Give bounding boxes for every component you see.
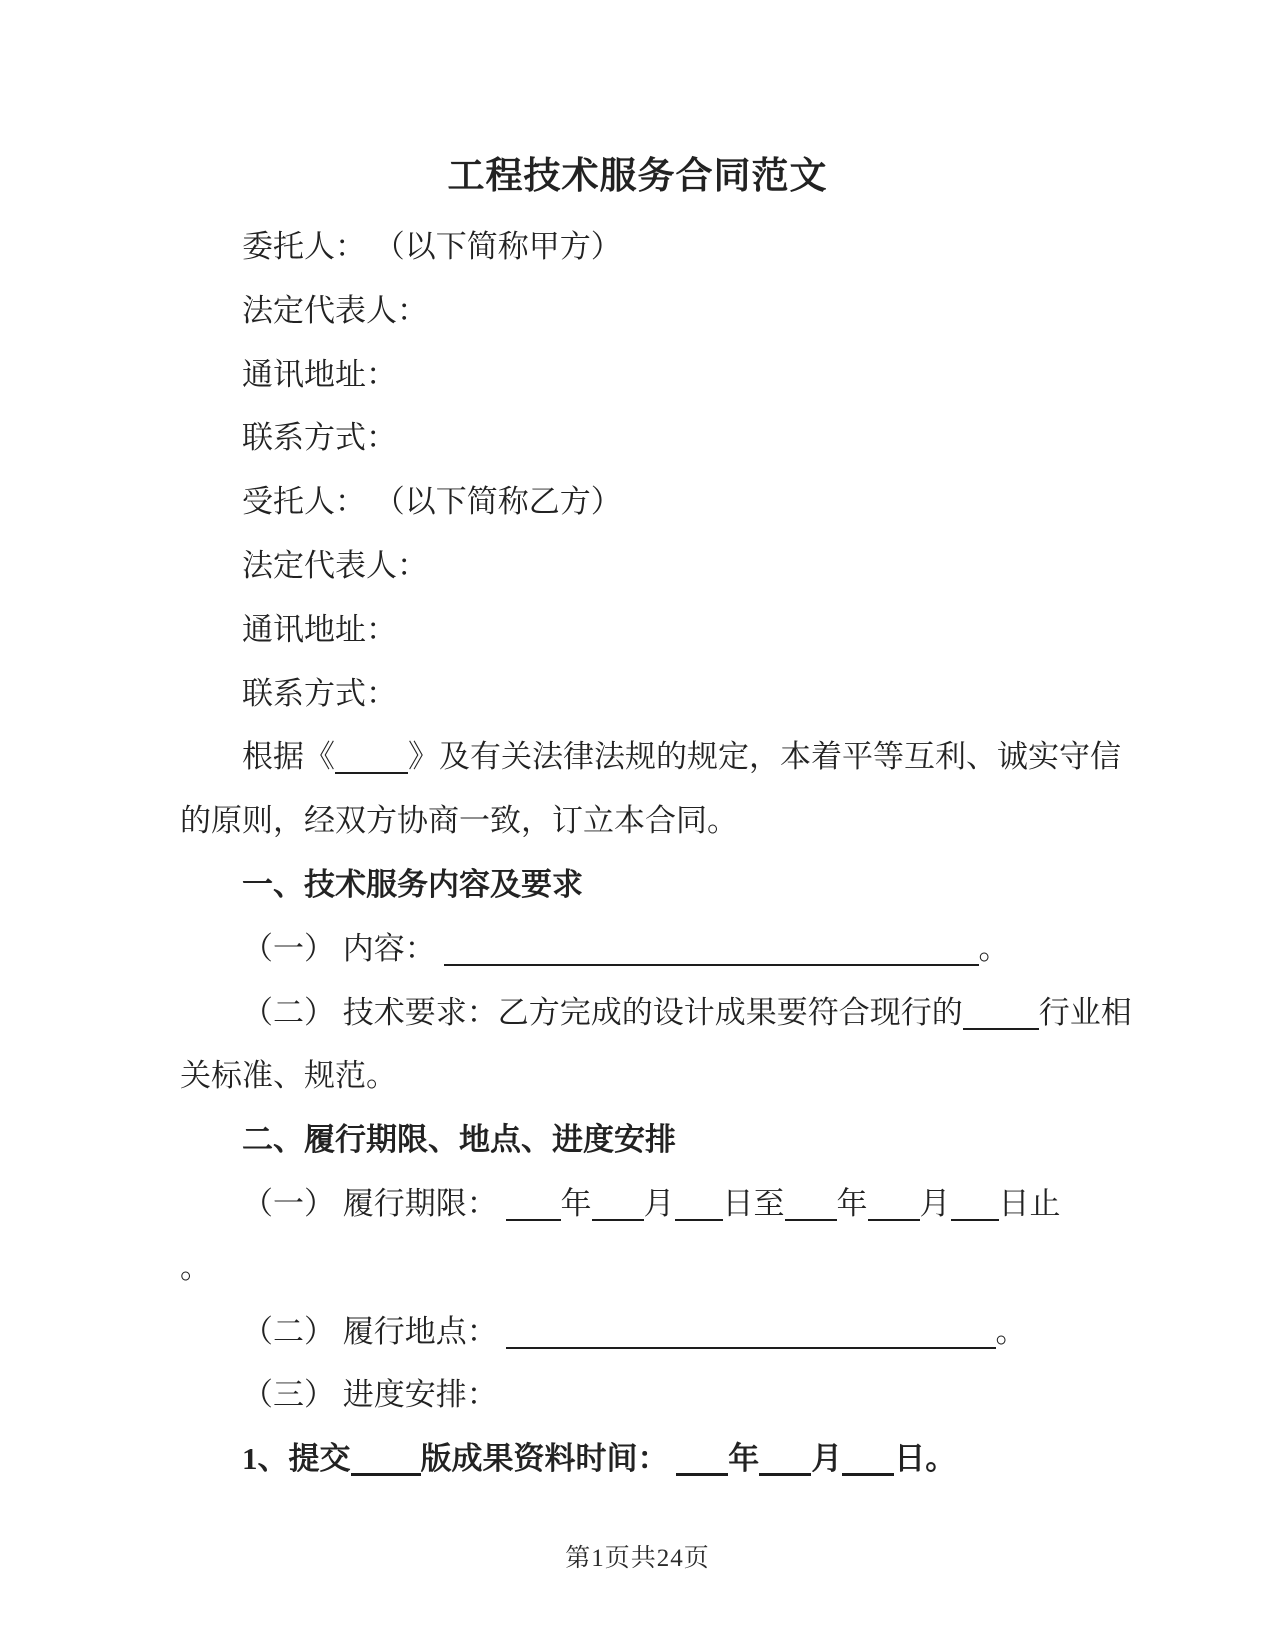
text-line-14 (180, 1044, 1095, 1108)
text-segment: （一） 履行期限： (242, 1185, 506, 1221)
text-line-7 (180, 598, 1095, 662)
text-segment: （二） 技术要求：乙方完成的设计成果要符合现行的 (242, 994, 963, 1030)
fill-in-blank (506, 1218, 561, 1221)
text-segment: 委托人： （以下简称甲方） (242, 229, 622, 264)
text-line-13 (180, 981, 1132, 1045)
text-line-2 (180, 279, 1095, 343)
text-segment: 法定代表人： (242, 547, 428, 583)
text-segment: 。 (180, 1249, 211, 1285)
text-line-5 (180, 470, 1095, 534)
text-line-6 (180, 534, 1095, 598)
text-line-4 (180, 406, 1095, 470)
fill-in-blank (868, 1218, 920, 1221)
text-segment: 版成果资料时间： (420, 1441, 677, 1477)
text-segment: 。 (978, 930, 1010, 966)
fill-in-blank (592, 1218, 644, 1221)
text-segment: 通讯地址： (242, 611, 397, 647)
fill-in-blank (335, 771, 408, 774)
text-line-16 (180, 1172, 1095, 1236)
document-title: 工程技术服务合同范文 (447, 156, 828, 197)
page-number-footer: 第1页共24页 (565, 1545, 710, 1572)
text-segment: 关标准、规范。 (180, 1058, 397, 1094)
text-segment: （三） 进度安排： (242, 1377, 498, 1413)
text-segment: 根据《 (242, 739, 335, 775)
text-segment: 联系方式： (242, 420, 397, 456)
text-segment: 的原则，经双方协商一致，订立本合同。 (180, 803, 738, 839)
fill-in-blank (785, 1218, 837, 1221)
text-segment: 年 (560, 1185, 592, 1221)
text-segment: 日止 (998, 1185, 1061, 1221)
text-segment: 日。 (894, 1441, 957, 1477)
text-line-17 (180, 1236, 1095, 1300)
document-body (180, 145, 1132, 1491)
text-line-3 (180, 343, 1095, 407)
text-segment: 法定代表人： (242, 292, 428, 328)
text-segment: 月 (919, 1185, 951, 1221)
text-segment: 月 (811, 1441, 843, 1477)
document-lines (180, 215, 1132, 1491)
fill-in-blank (951, 1218, 999, 1221)
text-segment: 日至 (722, 1185, 785, 1221)
text-line-8 (180, 662, 1095, 726)
text-line-18 (180, 1300, 1095, 1364)
text-line-20 (180, 1427, 1095, 1491)
text-segment: 联系方式： (242, 675, 397, 711)
fill-in-blank (675, 1218, 723, 1221)
fill-in-blank (842, 1472, 894, 1476)
fill-in-blank (759, 1472, 811, 1476)
text-segment: 年 (836, 1185, 868, 1221)
text-segment: 。 (995, 1313, 1027, 1349)
text-line-1 (180, 215, 1095, 279)
text-segment: 》及有关法律法规的规定，本着平等互利、诚实守信 (408, 739, 1121, 775)
fill-in-blank (963, 1027, 1039, 1030)
text-line-15 (180, 1108, 1095, 1172)
text-line-9 (180, 725, 1121, 789)
text-line-19 (180, 1363, 1095, 1427)
text-line-10 (180, 789, 1095, 853)
fill-in-blank (676, 1472, 728, 1476)
text-segment: （一） 内容： (242, 930, 444, 966)
text-segment: 年 (728, 1441, 760, 1477)
text-segment: 行业相 (1038, 994, 1132, 1030)
text-segment: （二） 履行地点： (242, 1313, 506, 1349)
text-segment: 一、技术服务内容及要求 (242, 866, 583, 902)
text-line-11 (180, 853, 1095, 917)
text-segment: 通讯地址： (242, 356, 397, 392)
text-segment: 受托人： （以下简称乙方） (242, 484, 622, 520)
fill-in-blank (444, 963, 979, 966)
text-segment: 二、履行期限、地点、进度安排 (242, 1122, 676, 1158)
fill-in-blank (506, 1346, 996, 1349)
text-segment: 1、提交 (242, 1441, 351, 1477)
text-line-12 (180, 917, 1095, 981)
fill-in-blank (351, 1472, 421, 1476)
text-segment: 月 (643, 1185, 675, 1221)
